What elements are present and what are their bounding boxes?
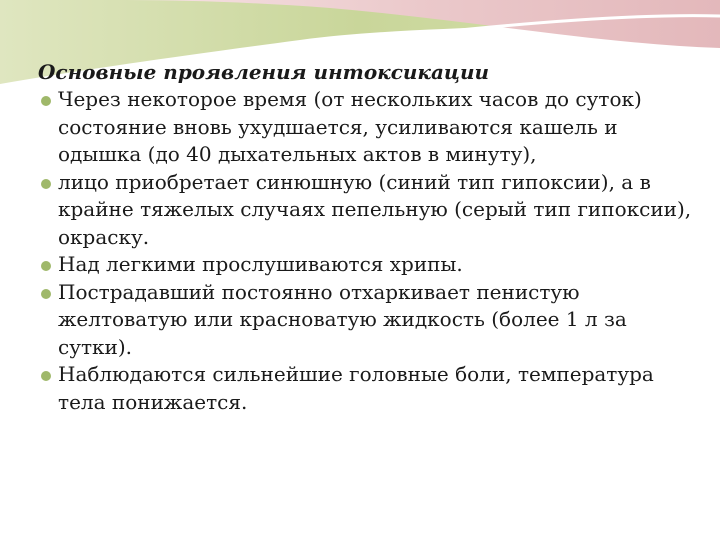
bullet-dot-icon xyxy=(40,95,52,107)
bullet-item xyxy=(38,251,698,279)
bullet-text: лицо приобретает синюшную (синий тип гипоксии), а в крайне тяжелых случаях пепельную (серый тип гипоксии), окраску. xyxy=(58,169,692,249)
bullet-item xyxy=(38,169,698,252)
bullet-item xyxy=(38,279,698,362)
bullet-dot-icon xyxy=(40,288,52,300)
bullet-list xyxy=(38,86,698,416)
bullet-dot-icon xyxy=(40,260,52,272)
bullet-dot-icon xyxy=(40,370,52,382)
bullet-text: Наблюдаются сильнейшие головные боли, температура тела понижается. xyxy=(58,362,654,414)
bullet-dot-icon xyxy=(40,178,52,190)
slide-content xyxy=(38,58,698,416)
slide-title: Основные проявления интоксикации xyxy=(38,60,490,84)
bullet-text: Над легкими прослушиваются хрипы. xyxy=(58,252,463,276)
bullet-item xyxy=(38,361,698,416)
bullet-text: Пострадавший постоянно отхаркивает пенистую желтоватую или красноватую жидкость (более 1 л за сутки). xyxy=(58,279,627,359)
bullet-item xyxy=(38,86,698,169)
bullet-text: Через некоторое время (от нескольких часов до суток) состояние вновь ухудшается, усиливаются кашель и одышка (до 40 дыхательных актов в минуту), xyxy=(58,87,642,166)
